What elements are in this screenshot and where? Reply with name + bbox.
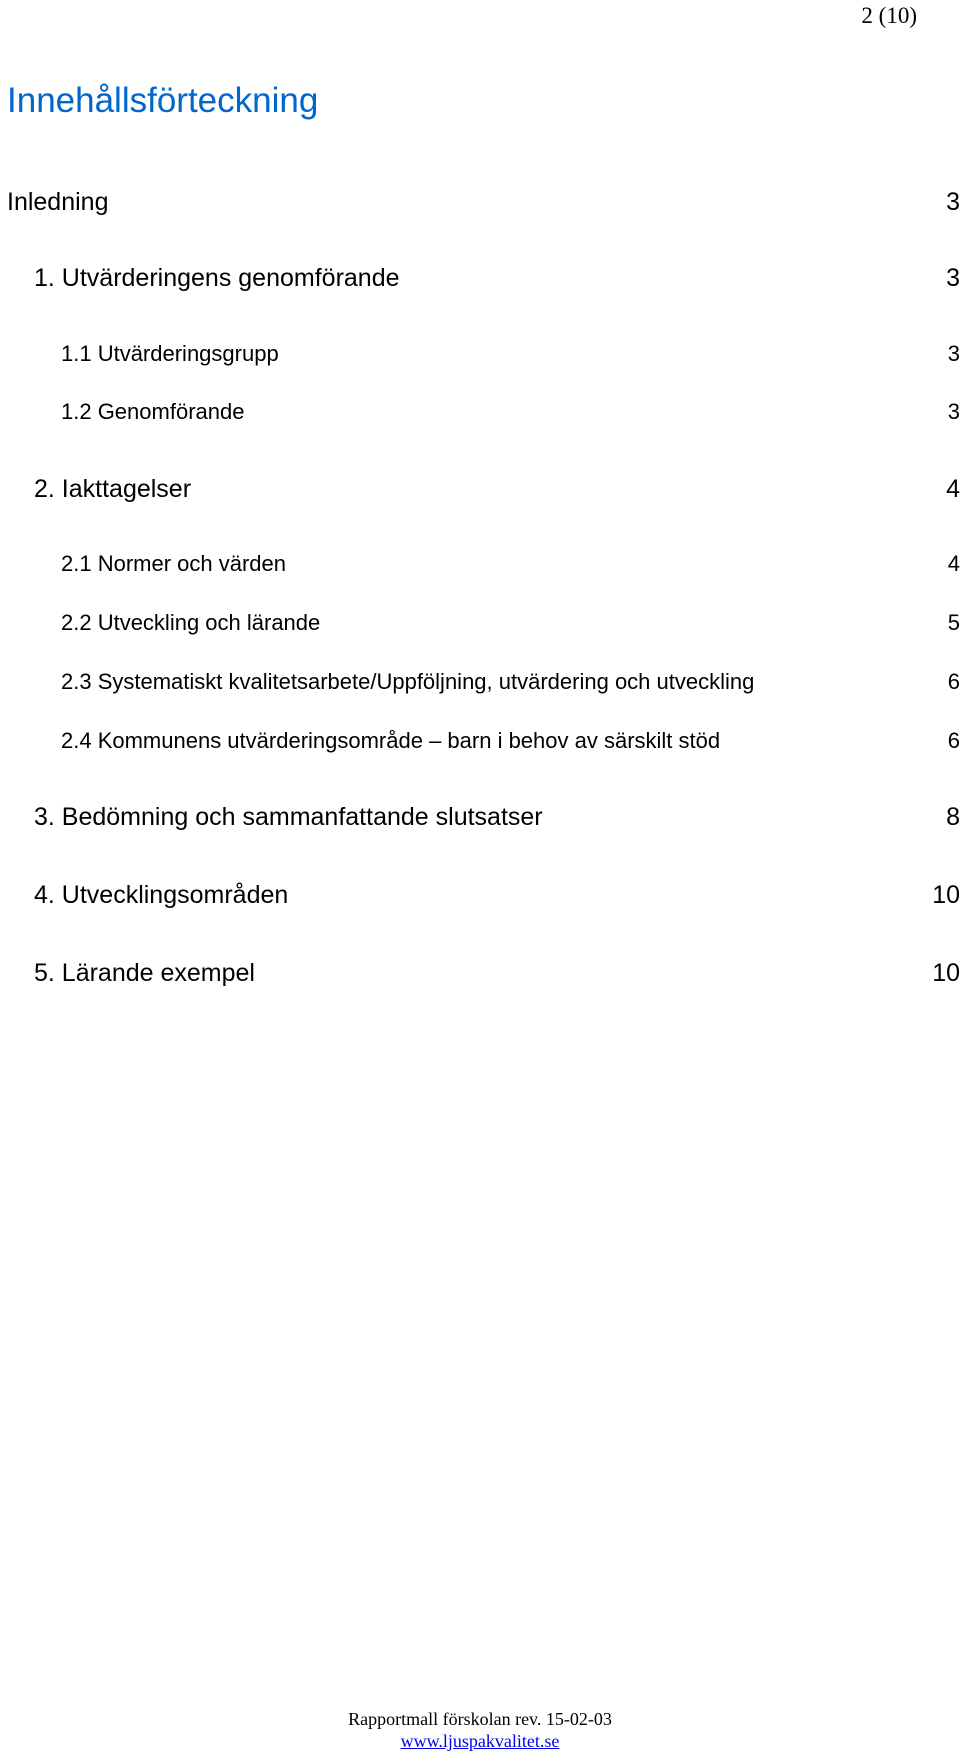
toc-entry-section-4[interactable] <box>0 880 960 910</box>
toc-entry-page: 3 <box>946 188 960 216</box>
toc-entry-section-2-4[interactable] <box>0 727 960 757</box>
toc-entry-page: 3 <box>946 264 960 292</box>
toc-entry-section-2-2[interactable] <box>0 609 960 639</box>
toc-entry-page: 4 <box>946 475 960 503</box>
toc-entry-section-2[interactable] <box>0 474 960 504</box>
toc-entry-section-2-3[interactable] <box>0 668 960 698</box>
toc-entry-label: 1.2 Genomförande <box>61 399 245 424</box>
toc-entry-label: 1. Utvärderingens genomförande <box>34 264 400 292</box>
toc-entry-page: 4 <box>947 551 960 576</box>
footer-template-info: Rapportmall förskolan rev. 15-02-03 <box>348 1709 612 1729</box>
toc-entry-page: 3 <box>947 399 960 424</box>
toc-entry-label: 5. Lärande exempel <box>34 959 255 987</box>
page-footer <box>0 1708 960 1752</box>
toc-entry-section-5[interactable] <box>0 958 960 988</box>
toc-entry-label: 2.4 Kommunens utvärderingsområde – barn i behov av särskilt stöd <box>61 728 721 753</box>
toc-entry-page: 10 <box>932 959 960 987</box>
toc-title: Innehållsförteckning <box>7 81 319 120</box>
toc-entry-label: 2.2 Utveckling och lärande <box>61 610 321 635</box>
toc-entry-label: 4. Utvecklingsområden <box>34 881 289 909</box>
footer-website-link[interactable]: www.ljuspakvalitet.se <box>400 1731 560 1751</box>
toc-entry-page: 8 <box>946 803 960 831</box>
toc-entry-section-3[interactable] <box>0 802 960 832</box>
toc-entry-section-2-1[interactable] <box>0 550 960 580</box>
toc-entry-page: 6 <box>947 669 960 694</box>
toc-entry-label: 1.1 Utvärderingsgrupp <box>61 341 279 366</box>
page-number: 2 (10) <box>861 3 917 28</box>
toc-entry-label: 2.3 Systematiskt kvalitetsarbete/Uppföljning, utvärdering och utveckling <box>61 669 755 694</box>
toc-entry-label: Inledning <box>7 188 109 216</box>
toc-entry-label: 3. Bedömning och sammanfattande slutsatser <box>34 803 543 831</box>
toc-entry-page: 10 <box>932 881 960 909</box>
toc-entry-section-1-2[interactable] <box>0 398 960 428</box>
toc-entry-page: 3 <box>947 341 960 366</box>
toc-entry-label: 2. Iakttagelser <box>34 475 192 503</box>
toc-entry-page: 6 <box>947 728 960 753</box>
toc-entry-inledning[interactable] <box>0 187 960 217</box>
toc-entry-section-1[interactable] <box>0 263 960 293</box>
toc-entry-label: 2.1 Normer och värden <box>61 551 286 576</box>
toc-entry-page: 5 <box>947 610 960 635</box>
toc-entry-section-1-1[interactable] <box>0 340 960 370</box>
